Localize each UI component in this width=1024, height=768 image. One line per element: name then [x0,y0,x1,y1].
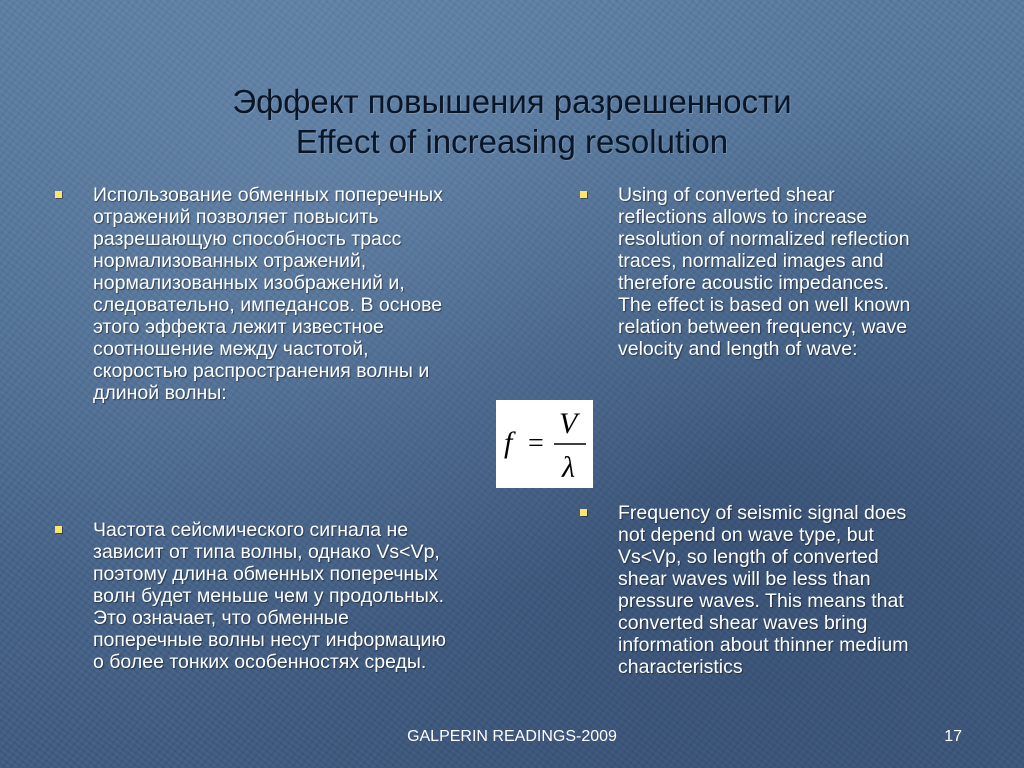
text-line: соотношение между частотой, [93,338,369,360]
square-bullet-icon [580,191,587,198]
footer-label: GALPERIN READINGS-2009 [407,728,617,745]
bullet-item-ru-resolution [55,184,525,404]
text-line: resolution of normalized reflection [618,228,910,250]
text-line: волн будет меньше чем у продольных. [93,585,445,607]
text-line: Vs<Vp, so length of converted [618,546,879,568]
formula-equals: = [528,428,544,459]
text-line: pressure waves. This means that [618,590,904,612]
square-bullet-icon [580,509,587,516]
right-column-english [580,184,990,684]
text-line: Частота сейсмического сигнала не [93,519,409,541]
text-line: reflections allows to increase [618,206,868,228]
formula-denominator: λ [562,451,575,484]
text-line: traces, normalized images and [618,250,884,272]
title-line-russian: Эффект повышения разрешенности [232,83,792,120]
text-line: characteristics [618,656,743,678]
text-line: нормализованных изображений и, [93,272,405,294]
formula-lhs: f [504,426,513,459]
text-line: поперечные волны несут информацию [93,629,446,651]
text-line: нормализованных отражений, [93,250,367,272]
title-line-english: Effect of increasing resolution [295,123,729,160]
text-line: этого эффекта лежит известное [93,316,384,338]
text-line: скоростью распространения волны и [93,360,430,382]
text-line: therefore acoustic impedances. [618,272,889,294]
text-line: information about thinner medium [618,634,909,656]
text-line: Frequency of seismic signal does [618,502,907,524]
square-bullet-icon [55,191,62,198]
bullet-text [618,184,990,360]
text-line: Using of converted shear [618,184,835,206]
page-number: 17 [944,728,962,745]
text-line: поэтому длина обменных поперечных [93,563,439,585]
bullet-item-ru-frequency [55,519,525,673]
bullet-item-en-frequency [580,502,990,678]
text-line: not depend on wave type, but [618,524,874,546]
square-bullet-icon [55,526,62,533]
frequency-formula [496,400,593,488]
formula-numerator: V [559,407,578,440]
text-line: зависит от типа волны, однако Vs<Vp, [93,541,440,563]
text-line: Использование обменных поперечных [93,184,443,206]
text-line: отражений позволяет повысить [93,206,379,228]
left-column-russian [55,184,525,684]
text-line: shear waves will be less than [618,568,871,590]
bullet-item-en-resolution [580,184,990,360]
text-line: следовательно, импедансов. В основе [93,294,443,316]
slide-title [0,82,1024,162]
bullet-text [618,502,990,678]
text-line: о более тонких особенностях среды. [93,651,427,673]
text-line: converted shear waves bring [618,612,868,634]
text-line: velocity and length of wave: [618,338,858,360]
text-line: relation between frequency, wave [618,316,908,338]
bullet-text [93,519,525,673]
text-line: разрешающую способность трасс [93,228,402,250]
formula-box [496,400,593,488]
text-line: The effect is based on well known [618,294,911,316]
text-line: длиной волны: [93,382,227,404]
bullet-text [93,184,525,404]
text-line: Это означает, что обменные [93,607,349,629]
